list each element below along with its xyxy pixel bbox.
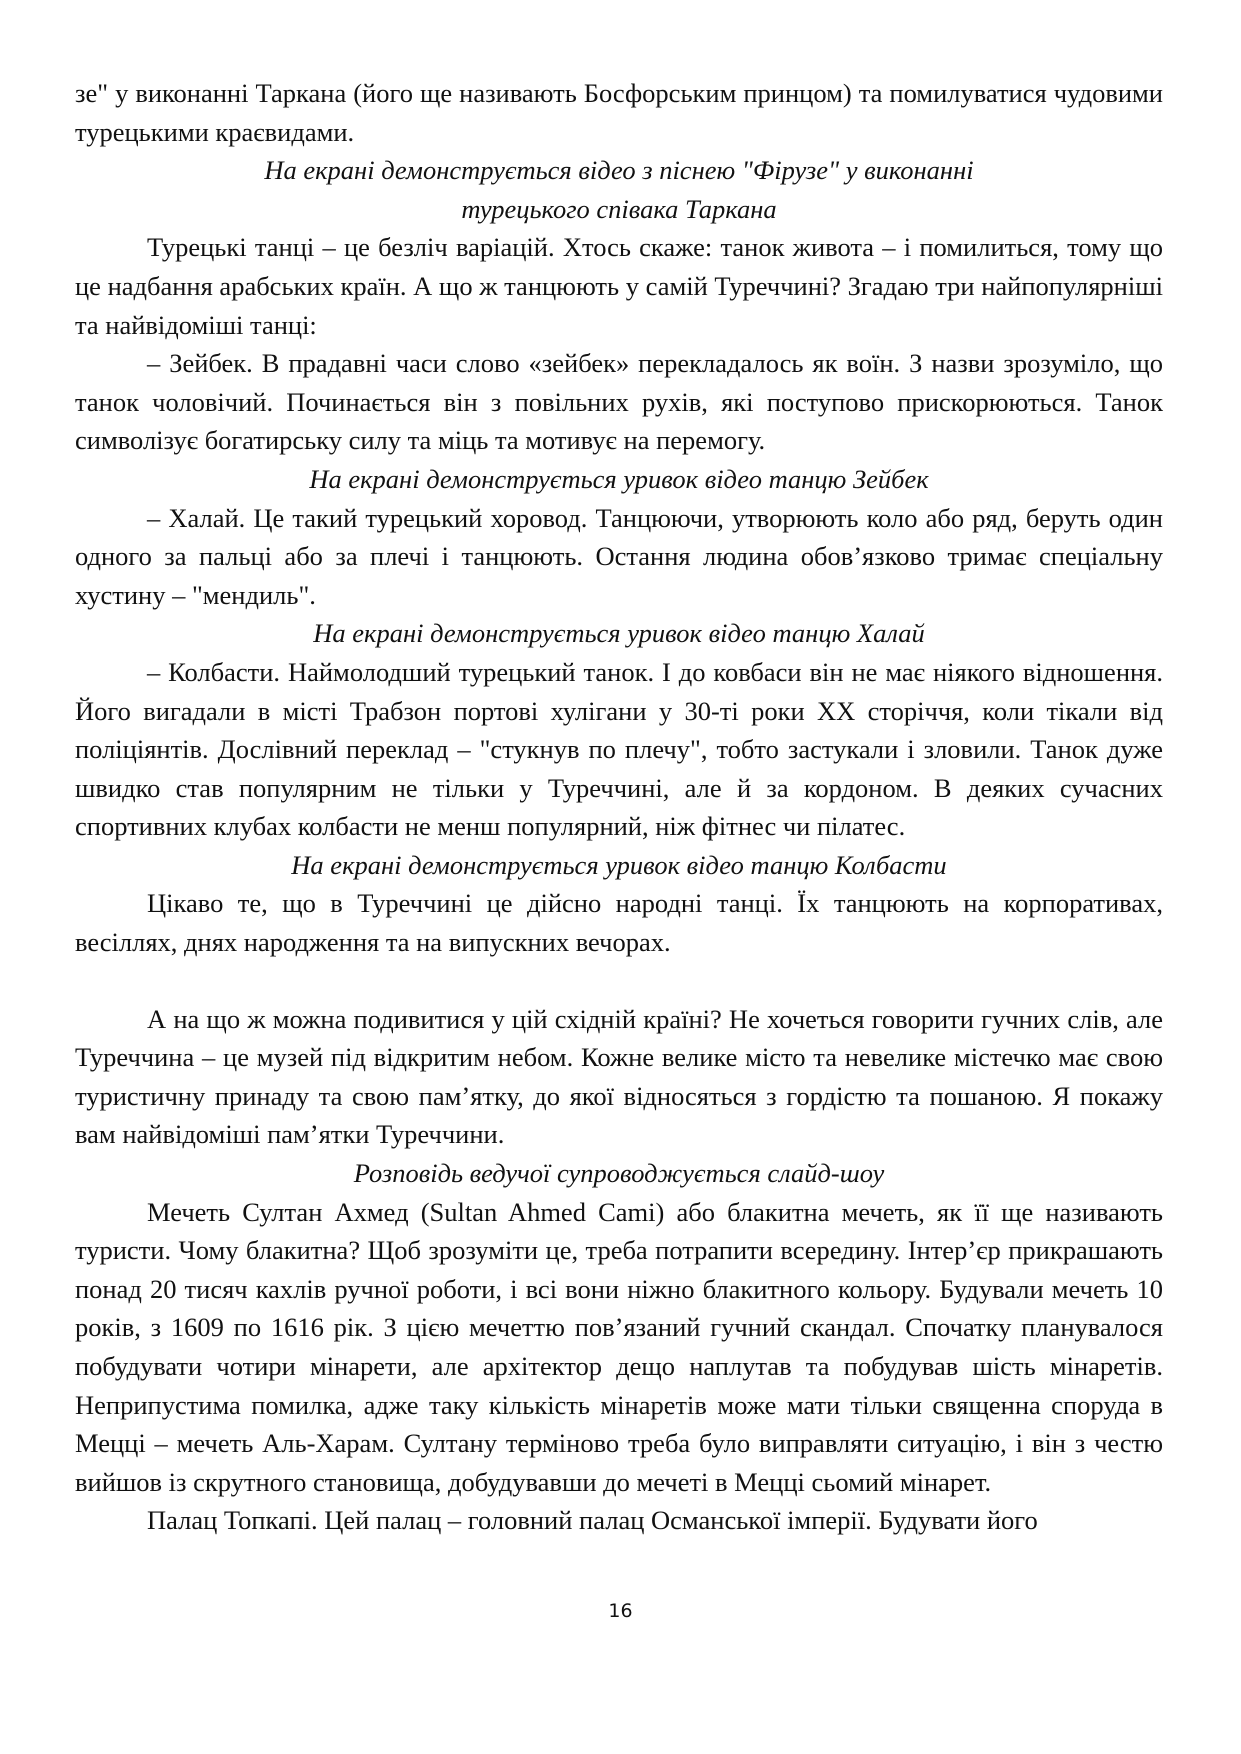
page-number: 16	[608, 1600, 633, 1622]
body-paragraph: Мечеть Султан Ахмед (Sultan Ahmed Cami) або блакитна мечеть, як її ще називають туристи. Чому блакитна? Щоб зрозуміти це, треба потрапити всередину. Інтер’єр прикрашають понад 20 тисяч кахлів ручної роботи, і всі вони ніжно блакитного кольору. Будували мечеть 10 років, з 1609 по 1616 рік. З цією мечеттю пов’язаний гучний скандал. Спочатку планувалося побудувати чотири мінарети, але архітектор дещо наплутав та побудував шість мінаретів. Неприпустима помилка, адже таку кількість мінаретів може мати тільки священна споруда в Мецці – мечеть Аль-Харам. Султану терміново треба було виправляти ситуацію, і він з честю вийшов із скрутного становища, добудувавши до мечеті в Мецці сьомий мінарет.	[75, 1196, 1163, 1497]
stage-direction: турецького співака Таркана	[461, 193, 777, 224]
body-paragraph: А на що ж можна подивитися у цій східній країні? Не хочеться говорити гучних слів, але Туреччина – це музей під відкритим небом. Кожне велике місто та невелике містечко має свою туристичну принаду та свою пам’ятку, до якої відносяться з гордістю та пошаною. Я покажу вам найвідоміші пам’ятки Туреччини.	[75, 1003, 1163, 1150]
document-body	[75, 74, 1163, 1540]
stage-direction: На екрані демонструється уривок відео танцю Халай	[313, 618, 925, 649]
stage-direction: На екрані демонструється уривок відео танцю Колбасти	[291, 849, 947, 880]
body-paragraph: – Колбасти. Наймолодший турецький танок. І до ковбаси він не має ніякого відношення. Його вигадали в місті Трабзон портові хулігани у 30-ті роки XX сторіччя, коли тікали від поліціянтів. Дослівний переклад – "стукнув по плечу", тобто застукали і зловили. Танок дуже швидко став популярним не тільки у Туреччині, але й за кордоном. В деяких сучасних спортивних клубах колбасти не менш популярний, ніж фітнес чи пілатес.	[75, 656, 1163, 842]
stage-direction: На екрані демонструється відео з піснею "Фірузе" у виконанні	[264, 155, 974, 186]
section-gap	[75, 962, 1163, 1000]
body-paragraph: – Халай. Це такий турецький хоровод. Танцюючи, утворюють коло або ряд, беруть один одного за пальці або за плечі і танцюють. Остання людина обов’язково тримає спеціальну хустину – "мендиль".	[75, 502, 1163, 610]
body-paragraph: Турецькі танці – це безліч варіацій. Хтось скаже: танок живота – і помилиться, тому що це надбання арабських країн. А що ж танцюють у самій Туреччині? Згадаю три найпопулярніші та найвідоміші танці:	[75, 232, 1163, 340]
body-paragraph: Палац Топкапі. Цей палац – головний палац Османської імперії. Будувати його	[147, 1505, 1038, 1536]
body-paragraph: зе" у виконанні Таркана (його ще називають Босфорським принцом) та помилуватися чудовими турецькими краєвидами.	[75, 78, 1163, 147]
body-paragraph: Цікаво те, що в Туреччині це дійсно народні танці. Їх танцюють на корпоративах, весіллях, днях народження та на випускних вечорах.	[75, 888, 1163, 958]
stage-direction: Розповідь ведучої супроводжується слайд-шоу	[353, 1158, 885, 1189]
stage-direction: На екрані демонструється уривок відео танцю Зейбек	[309, 463, 929, 494]
body-paragraph: – Зейбек. В прадавні часи слово «зейбек» перекладалось як воїн. З назви зрозуміло, що танок чоловічий. Починається він з повільних рухів, які поступово прискорюються. Танок символізує богатирську силу та міць та мотивує на перемогу.	[75, 348, 1163, 456]
